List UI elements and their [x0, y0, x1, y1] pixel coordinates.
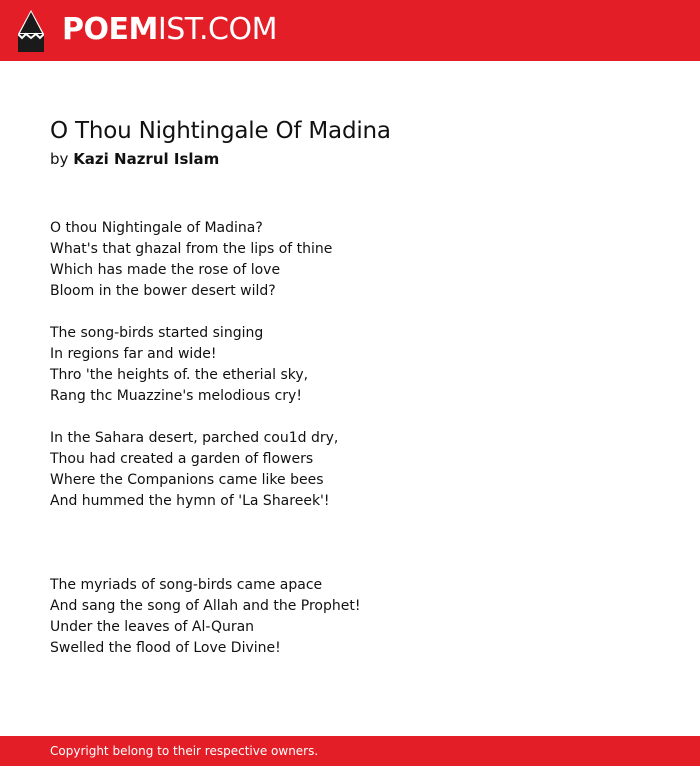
- logo-text-light: IST.COM: [157, 12, 277, 47]
- poem-body: [50, 218, 650, 659]
- pencil-logo-icon[interactable]: [18, 10, 44, 52]
- poem-line: Thou had created a garden of flowers: [50, 451, 314, 467]
- stanza: [50, 428, 650, 512]
- poem-line: And sang the song of Allah and the Prophet!: [50, 598, 361, 614]
- poem-author[interactable]: Kazi Nazrul Islam: [73, 150, 220, 168]
- stanza: [50, 575, 650, 659]
- poem-line: What's that ghazal from the lips of thine: [50, 241, 333, 257]
- stanza: [50, 218, 650, 302]
- poem-line: And hummed the hymn of 'La Shareek'!: [50, 493, 330, 509]
- copyright-notice: Copyright belong to their respective owners.: [50, 744, 319, 758]
- poem-title: O Thou Nightingale Of Madina: [50, 118, 391, 144]
- poem-line: The song-birds started singing: [50, 325, 264, 341]
- logo-text-bold: POEM: [62, 12, 158, 47]
- by-label: by: [50, 150, 69, 168]
- poem-heading: [50, 115, 650, 171]
- poem-line: Where the Companions came like bees: [50, 472, 324, 488]
- poem-line: In regions far and wide!: [50, 346, 217, 362]
- poem-line: Which has made the rose of love: [50, 262, 281, 278]
- site-header: [0, 0, 700, 61]
- poem-byline: [50, 147, 650, 171]
- poem-line: In the Sahara desert, parched cou1d dry,: [50, 430, 339, 446]
- site-logo[interactable]: [62, 12, 277, 48]
- poem-line: Swelled the flood of Love Divine!: [50, 640, 281, 656]
- site-footer: [0, 736, 700, 766]
- poem-line: Rang thc Muazzine's melodious cry!: [50, 388, 302, 404]
- poem-line: Under the leaves of Al-Quran: [50, 619, 255, 635]
- poem-line: Thro 'the heights of. the etherial sky,: [50, 367, 309, 383]
- poem-line: O thou Nightingale of Madina?: [50, 220, 263, 236]
- poem-line: The myriads of song-birds came apace: [50, 577, 323, 593]
- stanza: [50, 323, 650, 407]
- poem-line: Bloom in the bower desert wild?: [50, 283, 276, 299]
